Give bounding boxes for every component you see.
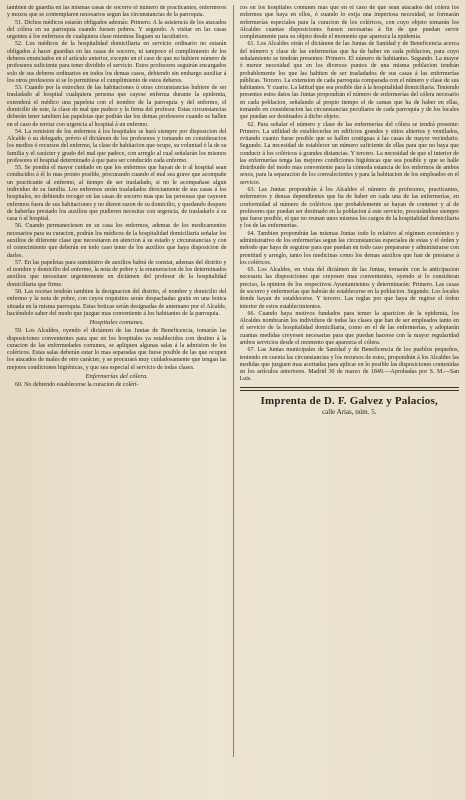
right-column-body xyxy=(240,5,460,384)
article-paragraph: 53. Cuando por la estrechez de las habitaciones ú otras circunstancias hubiere de ser trasladado al hospital cualquiera persona que cayese enferma durante la epidemia, extenderá el médico una papeleta con el nombre de la parroquia y del enfermo, el domicilio de este, la clase de mal que padece y la firma del profesor. Estas circunstancias deberán tener tambien las papeletas que podrán dar los demas profesores cuando se hallen en el caso de enviar con urgencia al hospital á un enfermo. xyxy=(7,85,227,128)
article-paragraph: 66. Cuando haya motivos fundados para temer la aparicion de la epidemia, los Alcaldes nombrarán los individuos de todas las clases que han de ser empleados tanto en el servicio de la hospitalidad domiciliaria, como en el de las enfermerías, y adoptarán cuantas medidas creyesen necesarias para que puedan hacerse con la mayor regularidad ambos servicios desde el momento que aparezca el cólera. xyxy=(239,310,459,346)
article-paragraph: 52. Los médicos de la hospitalidad domiciliaria en servicio ordinario no estarán obligados á hacer guardias en las casas de socorro, ni tampoco el cumplimiento de los deberes enunciados en el artículo anterior, excepto en el caso de que no hubiere número de profesores suficiente para tener dividido el servicio. Estos profesores seguirán encargados solo de sus deberes ordinarios en todos los demas casos, debiendo sin embargo auxiliar á los otros profesores si se lo permitiese el cumplimiento de estos deberes. xyxy=(7,41,227,84)
article-paragraph: 62. Para señalar el número y clase de las enfermerías del cólera se tendrá presente: Primero. La utilidad de establecerlas en edificios grandes y sitios abiertos y ventilados, evitando cuanto fuese posible que se hallen contiguas á las casas de mayor vecindario. Segundo. La necesidad de establecer un número suficiente de ellas para que no haya que conducir á los coléricos á grandes distancias. Y tercero. La necesidad de que el interior de las enfermerías tenga las mejores condiciones higiénicas que sea posible y que se halle distribuido del modo mas conveniente para la cómoda estancia de los enfermos de ambos sexos, para la separacion de los convalecientes y para la habitacion de los empleados en el servicio. xyxy=(239,121,459,186)
column-divider xyxy=(233,5,234,757)
section-heading: Enfermerías del cólera. xyxy=(85,372,148,380)
article-paragraph: 65. Los Alcaldes, en vista del dictámen de las Juntas, tomarán con la anticipacion necesaria las disposiciones que creyesen mas convenientes, oyendo si lo consideran preciso, la opinion de los respectivos Ayuntamientos y determinarán: Primero. Las casas de socorro y enfermerías que habrán de establecerse en la poblacion. Segundo. Los locales donde hayan de establecerse. Y tercero. Las reglas por que haya de regirse el órden interior de estos establecimientos. xyxy=(239,267,459,310)
printer-imprint: Imprenta de D. F. Galvez y Palacios, xyxy=(260,394,438,407)
article-paragraph: 67. Las Juntas municipales de Sanidad y de Beneficencia de los pueblos pequeños, teniendo en cuenta las circunstancias y los recursos de estos, propondrán á los Alcaldes las medidas que juzguen mas acertadas para aplicar en lo posible las disposiciones contenidas en los artículos anteriores. Madrid 30 de marzo de 1849.—Aprobadas por S. M.—San Luis. xyxy=(239,347,459,383)
article-paragraph: 59. Los Alcaldes, oyendo el dictámen de las Juntas de Beneficencia, tomarán las disposiciones convenientes para que en los hospitales ya establecidos con destino á la curacion de las enfermedades comunes, se apliquen algunas salas á la admision de los coléricos. Estas salas deberán estar lo mas separadas que fuese posible de las que ocupen los atacados de males de otro carácter, y se procurará muy cuidadosamente que tengan las mejores condiciones higiénicas, y que sea especial el servicio de todas clases. xyxy=(7,328,227,371)
article-paragraph: 61. Los Alcaldes oirán el dictámen de las Juntas de Sanidad y de Beneficencia acerca del número y clase de las enfermerías que ha de haber en cada poblacion, para cuyo señalamiento se tendrán presentes: Primero. El número de habitantes. Segundo. La mayor ó menor necesidad que en los diversos puntos de una misma poblacion tendrán probablemente los que las habiten de ser trasladados de sus casas á las enfermerías públicas. Tercero. La extension de cada parroquia comparada con el número y clase de sus habitantes. Y cuarto. La latitud que sea posible dar á la hospitalidad domiciliaria. Teniendo presentes estos datos las Juntas propondrán el número de enfermerías del cólera necesario en cada poblacion, señalando al propio tiempo el de camas que ha de haber en ellas, tomando en consideracion las circunstancias peculiares de cada parroquia y de los locales que puedan ser destinados á dicho objeto. xyxy=(239,41,459,121)
article-paragraph: 60. No debiendo establecerse la curacion de colérí- xyxy=(15,382,139,389)
imprint-rule xyxy=(240,387,460,391)
section-heading: Hospitales comunes. xyxy=(89,319,145,327)
right-column xyxy=(240,5,460,757)
article-paragraph: 58. Las recetas tendrán tambien la designacion del distrito, el nombre y domicilio del enfermo y la nota de pobre, con cuyos requisitos serán despachadas gratis en una botica situada en la misma parroquia. Estas boticas serán designadas de antemano por el Alcalde, haciéndolo saber del modo que juzgue mas conveniente á los habitantes de la parroquia. xyxy=(7,288,227,317)
article-paragraph: 64. Tambien propondrán las mismas Juntas todo lo relativo al régimen económico y administrativo de los enfermerías segun las circunstancias especiales de estas y el órden y método que haya de seguirse para que puedan en todo caso prepararse y administrarse con prontitud y arreglo, tanto los medicinas como los demas auxilios que han de prestarse á los coléricos. xyxy=(239,230,459,266)
article-paragraph: 57. En las papeletas para suministro de auxilios habrá de constar, ademas del distrito y el nombre y domicilio del enfermo, la nota de pobre y la enumeracion de los determinados auxilios que necesitare urgentemente en dictámen del profesor de la hospitalidad domiciliaria que firme. xyxy=(7,259,227,288)
article-paragraph: 51. Dichos médicos estarán obligados además: Primero. A la asistencia de los atacados del cólera en su parroquia cuando fuesen pobres. Y segundo. A visitar en las casas urgentes á los enfermos de cualquiera clase mientras lleguen su facultativo. xyxy=(7,19,227,41)
printer-address: calle Arias, núm. 5. xyxy=(322,407,377,416)
text-columns xyxy=(7,5,459,757)
article-paragraph: 54. La remision de los enfermos á los hospitales se hará siempre por disposicion del Alcalde ó su delegado, prévio el dictámen de los profesores y tomando en consideracion los medios ó recursos del enfermo, la clase de habitacion que ocupe, su voluntad ó la de su familia y el carácter y grado del mal que padece, con arreglo al cual señalarán los mismos profesores el hospital determinado á que para ser conducido cada enfermo. xyxy=(7,128,227,164)
article-paragraph: 55. Se pondrá el mayor cuidado en que los enfermos que hayan de ir al hospital sean conducidos á él lo mas pronto posible, procurando cuando el mal sea grave que acompañe un practicante al enfermo, al tiempo de ser trasladado, si no le acompañase algun individuo de su familia. Los enfermos serán trasladados directamente de sus casas á los hospitales, no debiendo recoger en las casas de socorro mas que las personas que cayesen enfermos fuera de sus habitaciones y no dieren razon de su domicilio, y quedando despues de haberlas prestado los auxilios que pudieren necesitar con urgencia, de trasladarlo á su casa ó al hospital. xyxy=(7,165,227,223)
left-column xyxy=(7,5,227,757)
article-paragraph: cos en los hospitales comunes mas que en el caso de que sean atacados del cólera los enfermos que haya en ellos, ó cuando lo exija una imperiosa necesidad, se formarán enfermerías especiales para la curacion de los coléricos, con cuyo objeto tomarán los Alcaldes cuantas disposiciones fuesen necesarias á fin de que puedan servir completamente para su objeto desde el momento que aparezca la epidemia. xyxy=(239,5,459,41)
article-paragraph: 56. Cuando permaneciesen en su casa los enfermos, ademas de los medicamentos necesarios para su curacion, podrán los médicos de la hospitalidad domiciliaria señalar los auxilios de diferente clase que necesitaren en atencion á su estado y circunstancias y con el conocimiento que deberán en todo caso tener de los auxilios que haya disposicion de darles. xyxy=(7,223,227,259)
article-paragraph: tambien de guardia en las mismas casas de socorro el número de practicantes, enfermeros y mozos que se contemplaren necesarios segun las circunstancias de la parroquia. xyxy=(7,5,227,19)
article-paragraph: 63. Las Juntas propondrán á los Alcaldes el número de profesores, practicantes, enfermeros y demas dependientes que ha de haber en cada una de las enfermerías, en conformidad al número de coléricos que probablemente se hayan de contener y al de profesores que puedan ser destinado en la poblacion á este servicio, procurándose siempre que fuese posible, el que no reunan unos mismos los cargos de la hospitalidad domiciliaria y los de las enfermerías. xyxy=(239,187,459,230)
